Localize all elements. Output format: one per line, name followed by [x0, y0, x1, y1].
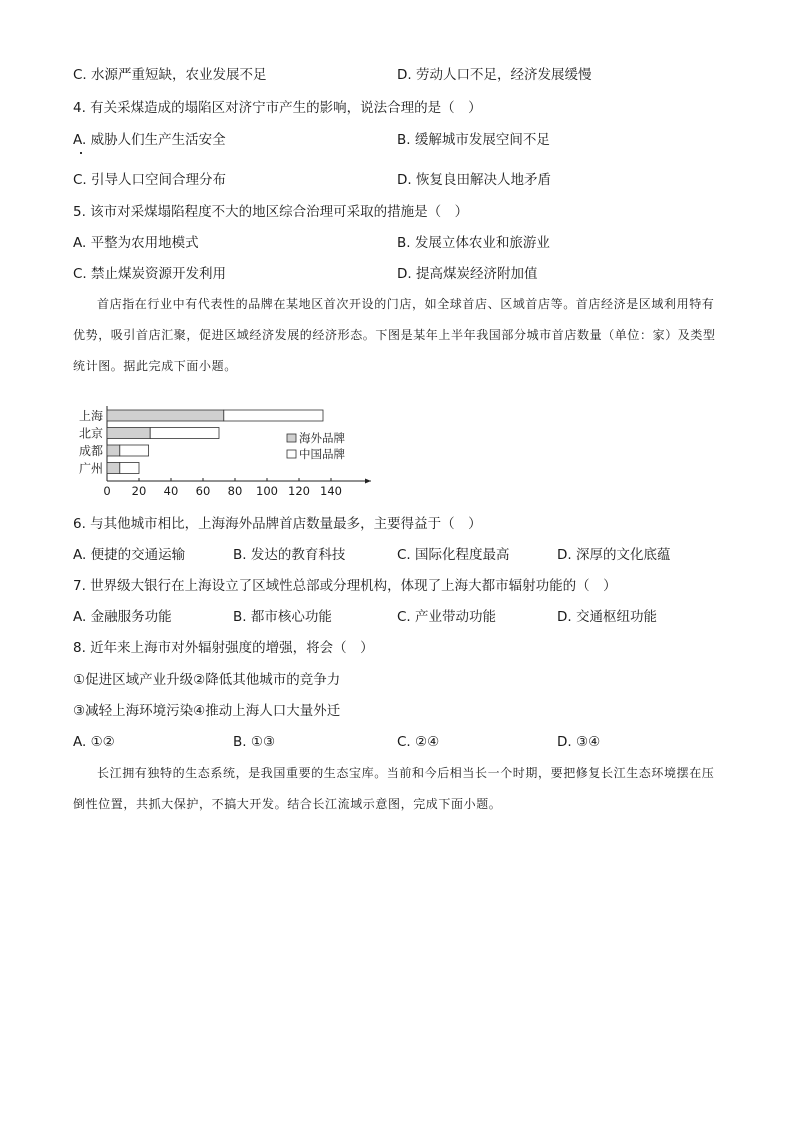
x-tick-label: 120: [288, 484, 310, 498]
bar-overseas-brand: [107, 463, 120, 474]
q8-option-b: B. ①③: [233, 734, 276, 750]
q8-option-a: A. ①②: [73, 734, 115, 750]
q8-option-d: D. ③④: [557, 734, 601, 750]
q5-option-b: B. 发展立体农业和旅游业: [397, 235, 550, 251]
q3-option-c: C. 水源严重短缺，农业发展不足: [73, 67, 267, 83]
legend-label: 中国品牌: [299, 447, 345, 461]
q6-option-d: D. 深厚的文化底蕴: [557, 547, 671, 563]
q7-option-b: B. 都市核心功能: [233, 609, 332, 625]
q5-option-c: C. 禁止煤炭资源开发利用: [73, 266, 227, 282]
x-tick-label: 60: [195, 484, 211, 498]
x-tick-label: 100: [256, 484, 278, 498]
q4-option-a: A. 威胁人们生产生活安全: [73, 132, 226, 148]
bar-china-brand: [120, 445, 149, 456]
x-axis-arrow: [365, 479, 371, 484]
category-label: 上海: [78, 409, 103, 423]
q7-stem: 7. 世界级大银行在上海设立了区域性总部或分理机构，体现了上海大都市辐射功能的（ ）: [73, 578, 617, 594]
bar-overseas-brand: [107, 445, 120, 456]
q4-stem: 4. 有关采煤造成的塌陷区对济宁市产生的影响，说法合理的是（ ）: [73, 100, 482, 116]
x-tick-label: 140: [320, 484, 342, 498]
passage-first-store: [73, 289, 723, 382]
x-tick-label: 80: [227, 484, 243, 498]
bar-overseas-brand: [107, 410, 224, 421]
x-tick-label: 0: [103, 484, 111, 498]
bar-china-brand: [120, 463, 139, 474]
q5-option-a: A. 平整为农用地模式: [73, 235, 199, 251]
q8-items-1-2: ①促进区域产业升级②降低其他城市的竞争力: [73, 672, 341, 688]
q6-stem: 6. 与其他城市相比，上海海外品牌首店数量最多，主要得益于（ ）: [73, 516, 482, 532]
q6-option-c: C. 国际化程度最高: [397, 547, 510, 563]
q4-option-c: C. 引导人口空间合理分布: [73, 172, 227, 188]
category-label: 北京: [78, 426, 103, 441]
q4-option-b: B. 缓解城市发展空间不足: [397, 132, 550, 148]
q3-option-d: D. 劳动人口不足，经济发展缓慢: [397, 67, 592, 83]
passage-yangtze-text: 长江拥有独特的生态系统，是我国重要的生态宝库。当前和今后相当长一个时期，要把修复长江生态环境摆在压倒性位置，共抓大保护，不搞大开发。结合长江流域示意图，完成下面小题。: [73, 766, 715, 811]
bar-china-brand: [224, 410, 323, 421]
legend-swatch: [287, 434, 296, 442]
q8-option-c: C. ②④: [397, 734, 440, 750]
passage-yangtze: [73, 758, 723, 820]
q5-stem: 5. 该市对采煤塌陷程度不大的地区综合治理可采取的措施是（ ）: [73, 204, 469, 220]
q7-option-d: D. 交通枢纽功能: [557, 609, 657, 625]
bar-overseas-brand: [107, 428, 150, 439]
passage-first-store-text: 首店指在行业中有代表性的品牌在某地区首次开设的门店，如全球首店、区域首店等。首店经济是区域利用特有优势，吸引首店汇聚，促进区域经济发展的经济形态。下图是某年上半年我国部分城市首店数量（单位：家）及类型统计图。据此完成下面小题。: [73, 297, 716, 373]
category-label: 广州: [78, 461, 103, 476]
x-tick-label: 40: [163, 484, 179, 498]
q4-option-d: D. 恢复良田解决人地矛盾: [397, 172, 551, 188]
category-label: 成都: [78, 444, 103, 458]
stray-dot: [80, 152, 82, 154]
q6-option-a: A. 便捷的交通运输: [73, 547, 186, 563]
first-store-bar-chart: [70, 403, 380, 503]
q8-items-3-4: ③减轻上海环境污染④推动上海人口大量外迁: [73, 703, 341, 719]
q8-stem: 8. 近年来上海市对外辐射强度的增强，将会（ ）: [73, 640, 374, 656]
legend-swatch: [287, 450, 296, 458]
q5-option-d: D. 提高煤炭经济附加值: [397, 266, 538, 282]
chart-svg: [70, 403, 380, 499]
x-tick-label: 20: [131, 484, 147, 498]
legend-label: 海外品牌: [299, 431, 345, 445]
q7-option-a: A. 金融服务功能: [73, 609, 172, 625]
q6-option-b: B. 发达的教育科技: [233, 547, 346, 563]
bar-china-brand: [150, 428, 219, 439]
q7-option-c: C. 产业带动功能: [397, 609, 497, 625]
